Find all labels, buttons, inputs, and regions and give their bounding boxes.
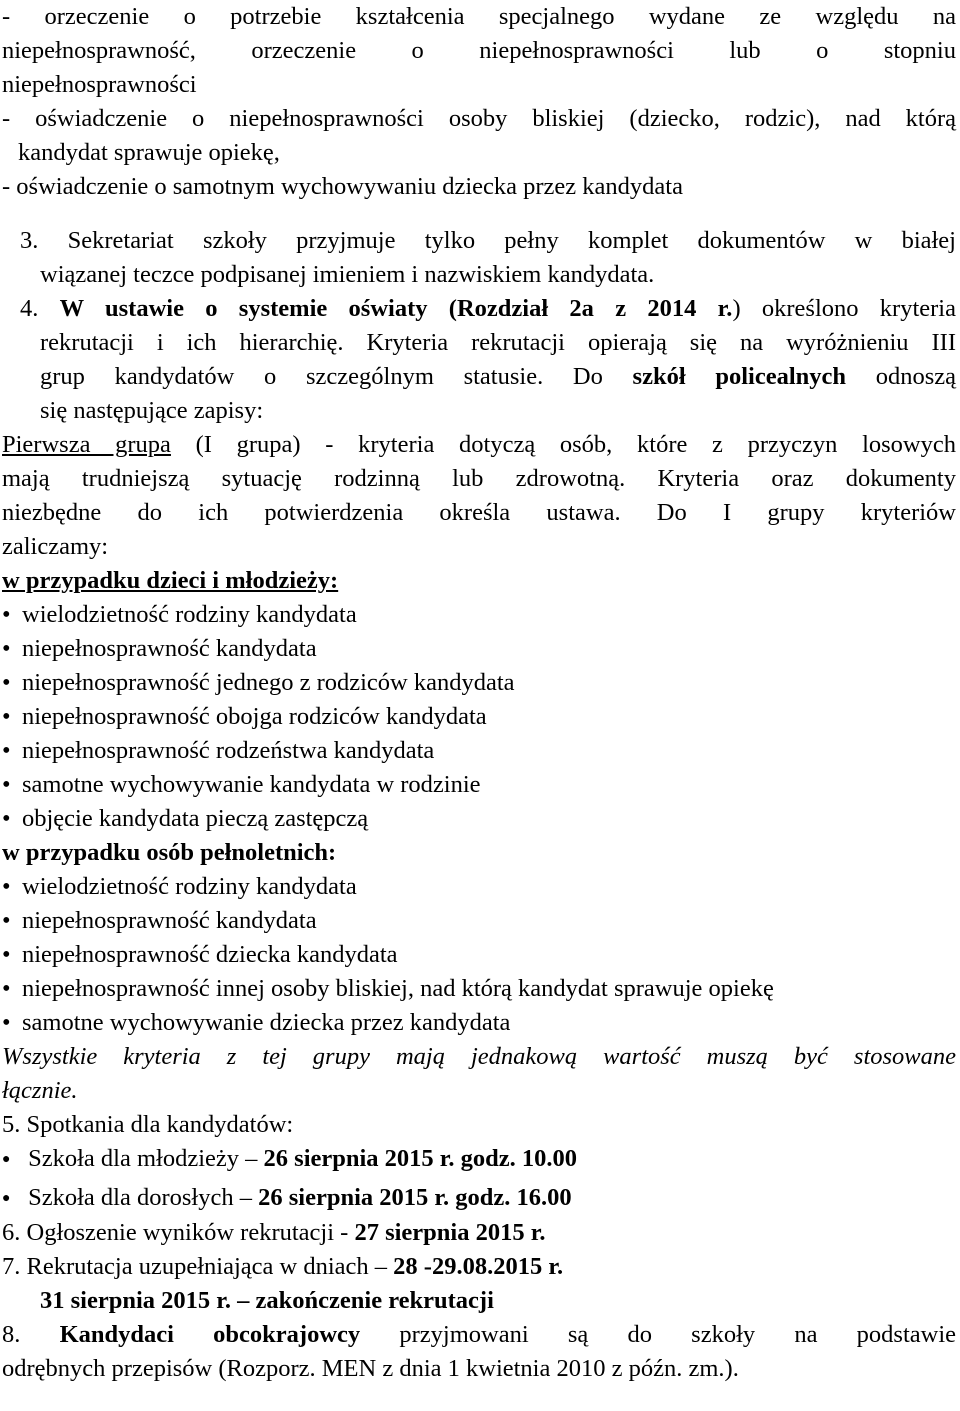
text-line: rekrutacji i ich hierarchię. Kryteria rekrutacji opierają się na wyróżnieniu III bbox=[40, 329, 956, 356]
text-span: przyjmowani są do szkoły na podstawie bbox=[360, 1321, 957, 1348]
text-line: niepełnosprawność, orzeczenie o niepełnosprawności lub o stopniu bbox=[2, 37, 956, 64]
text-line: 5. Spotkania dla kandydatów: bbox=[2, 1111, 294, 1138]
text-line bbox=[2, 292, 956, 326]
text-line bbox=[2, 1318, 956, 1352]
text-line: się następujące zapisy: bbox=[40, 397, 264, 424]
item-number: 8. bbox=[2, 1321, 60, 1348]
text-line: - oświadczenie o samotnym wychowywaniu dziecka przez kandydata bbox=[2, 173, 683, 200]
end-date-line: 31 sierpnia 2015 r. – zakończenie rekrutacji bbox=[40, 1287, 494, 1314]
list-item: • niepełnosprawność jednego z rodziców kandydata bbox=[2, 666, 956, 700]
list-item: • niepełnosprawność innej osoby bliskiej, nad którą kandydat sprawuje opiekę bbox=[2, 972, 956, 1006]
text-line bbox=[2, 360, 956, 394]
note-line: Wszystkie kryteria z tej grupy mają jednakową wartość muszą być stosowane bbox=[2, 1043, 956, 1070]
text-span: 7. Rekrutacja uzupełniająca w dniach – bbox=[2, 1253, 394, 1280]
text-line: 3. Sekretariat szkoły przyjmuje tylko pełny komplet dokumentów w białej bbox=[20, 227, 956, 254]
list-item: • wielodzietność rodziny kandydata bbox=[2, 870, 956, 904]
list-item: • niepełnosprawność dziecka kandydata bbox=[2, 938, 956, 972]
text-line: kandydat sprawuje opiekę, bbox=[18, 139, 280, 166]
text-line: - oświadczenie o niepełnosprawności osoby bliskiej (dziecko, rodzic), nad którą bbox=[2, 105, 956, 132]
text-span: 6. Ogłoszenie wyników rekrutacji - bbox=[2, 1219, 355, 1246]
text-line: niezbędne do ich potwierdzenia określa ustawa. Do I grupy kryteriów bbox=[2, 499, 956, 526]
note-line: łącznie. bbox=[2, 1077, 78, 1104]
meeting-item bbox=[2, 1142, 956, 1177]
text-line bbox=[2, 1250, 956, 1284]
section-heading: w przypadku osób pełnoletnich: bbox=[2, 839, 337, 866]
results-date: 27 sierpnia 2015 r. bbox=[354, 1219, 546, 1246]
group-title: Pierwsza grupa bbox=[2, 431, 171, 458]
text-line: odrębnych przepisów (Rozporz. MEN z dnia 1 kwietnia 2010 z późn. zm.). bbox=[2, 1355, 739, 1382]
list-item: • niepełnosprawność kandydata bbox=[2, 904, 956, 938]
list-item: • niepełnosprawność rodzeństwa kandydata bbox=[2, 734, 956, 768]
item-number: 4. bbox=[20, 295, 60, 322]
list-item: • niepełnosprawność obojga rodziców kandydata bbox=[2, 700, 956, 734]
list-item: • wielodzietność rodziny kandydata bbox=[2, 598, 956, 632]
supplementary-dates: 28 -29.08.2015 r. bbox=[393, 1253, 564, 1280]
list-item: • niepełnosprawność kandydata bbox=[2, 632, 956, 666]
list-item: • samotne wychowywanie kandydata w rodzinie bbox=[2, 768, 956, 802]
text-line bbox=[2, 1216, 956, 1250]
list-item: • samotne wychowywanie dziecka przez kandydata bbox=[2, 1006, 956, 1040]
text-line: wiązanej teczce podpisanej imieniem i nazwiskiem kandydata. bbox=[40, 261, 655, 288]
text-span: Szkoła dla dorosłych – bbox=[28, 1184, 259, 1211]
law-reference: W ustawie o systemie oświaty (Rozdział 2a z 2014 r. bbox=[59, 295, 733, 322]
text-line: niepełnosprawności bbox=[2, 71, 197, 98]
section-heading: w przypadku dzieci i młodzieży: bbox=[2, 567, 339, 594]
meeting-date: 26 sierpnia 2015 r. godz. 16.00 bbox=[258, 1184, 572, 1211]
text-span: ) określono kryteria bbox=[732, 295, 956, 322]
foreigners-label: Kandydaci obcokrajowcy bbox=[59, 1321, 361, 1348]
list-item: • objęcie kandydata pieczą zastępczą bbox=[2, 802, 956, 836]
text-line: - orzeczenie o potrzebie kształcenia specjalnego wydane ze względu na bbox=[2, 3, 956, 30]
spacer bbox=[2, 204, 956, 224]
school-type: szkół policealnych bbox=[632, 363, 847, 390]
text-span: Szkoła dla młodzieży – bbox=[28, 1145, 264, 1172]
text-span: grup kandydatów o szczególnym statusie. Do bbox=[40, 363, 633, 390]
meeting-date: 26 sierpnia 2015 r. godz. 10.00 bbox=[263, 1145, 578, 1172]
text-span: odnoszą bbox=[846, 363, 956, 390]
text-line: zaliczamy: bbox=[2, 533, 109, 560]
text-line bbox=[2, 428, 956, 462]
text-span: (I grupa) - kryteria dotyczą osób, które z przyczyn losowych bbox=[170, 431, 957, 458]
meeting-item bbox=[2, 1181, 956, 1216]
text-line: mają trudniejszą sytuację rodzinną lub zdrowotną. Kryteria oraz dokumenty bbox=[2, 465, 956, 492]
